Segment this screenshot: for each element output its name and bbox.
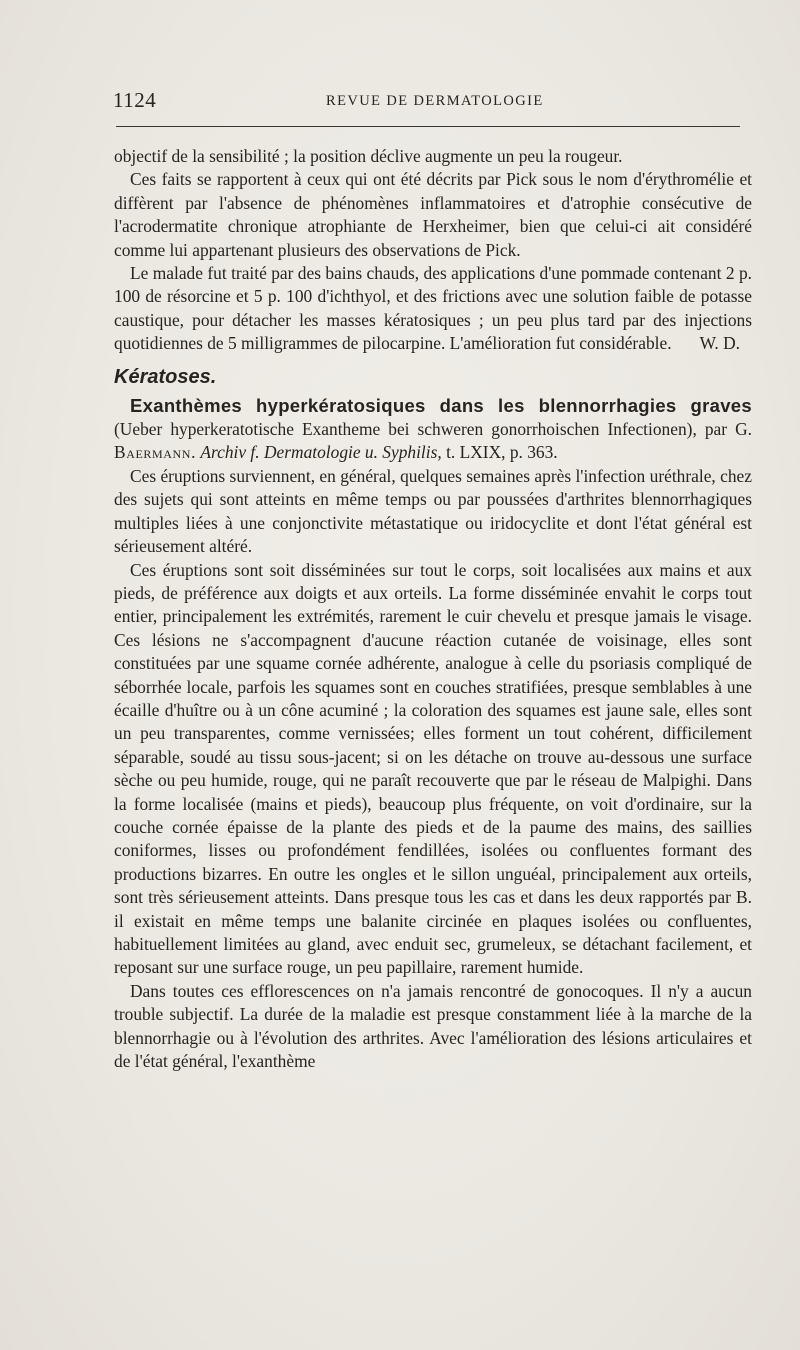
running-title: REVUE DE DERMATOLOGIE [326,93,544,109]
article-journal: Archiv f. Dermatologie u. Syphilis, [200,442,442,463]
article-author: Baermann. [114,442,197,463]
paragraph-2: Ces faits se rapportent à ceux qui ont été décrits par Pick sous le nom d'érythromélie et diffèrent par l'absence de phénomènes inflammatoires et d'atrophie consécutive de l'acrodermatite chronique atrophiante de Herxheimer, bien que celui-ci ait considéré comme lui appartenant plusieurs des observations de Pick. [114,169,752,260]
article-title: Exanthèmes hyperkératosiques dans les blennorrhagies graves [130,394,752,416]
article-reference: t. LXIX, p. 363. [446,442,558,463]
paragraph-5: Ces éruptions sont soit disséminées sur tout le corps, soit localisées aux mains et aux pieds, de préférence aux doigts et aux orteils. La forme disséminée envahit le corps tout entier, principalement les extrémités, rarement le cuir chevelu et presque jamais le visage. Ces lésions ne s'accompagnent d'aucune réaction cutanée de voisinage, elles sont constituées par une squame cornée adhérente, analogue à celle du psoriasis compliqué de séborrhée locale, parfois les squames sont en couches stratifiées, presque semblables à une écaille d'huître ou à un cône acuminé ; la coloration des squames est jaune sale, elles sont un peu transparentes, comme vernissées; elles forment un tout cohérent, difficilement séparable, soudé au tissu sous-jacent; si on les détache on trouve au-dessous une surface sèche ou peu humide, rouge, qui ne paraît recouverte que par le réseau de Malpighi. Dans la forme localisée (mains et pieds), beaucoup plus fréquente, on voit d'ordinaire, sur la couche cornée épaisse de la plante des pieds et de la paume des mains, des saillies coniformes, lisses ou profondément fendillées, isolées ou confluentes formant des productions bizarres. En outre les ongles et le sillon unguéal, principalement aux orteils, sont très sérieusement atteints. Dans presque tous les cas et dans les deux rapportés par B. il existait en même temps une balanite circinée en plaques isolées ou confluentes, habituellement limitées au gland, avec enduit sec, grumeleux, se détachant facilement, et reposant sur une surface rouge, un peu papillaire, rarement humide. [114,559,752,978]
paragraph-3-text: Le malade fut traité par des bains chauds, des applications d'une pommade contenant 2 p. 100 de résorcine et 5 p. 100 d'ichthyol, et des frictions avec une solution faible de potasse caustique, pour détacher les masses kératosiques ; un peu plus tard par des injections quotidiennes de 5 milligrammes de pilocarpine. L'amélioration fut considérable. [114,263,752,354]
article-original-title: (Ueber hyperkeratotische Exantheme bei schweren gonorrhoischen Infectionen), par G. [114,419,752,440]
page-number: 1124 [113,88,157,112]
section-heading: Kératoses. [114,365,217,388]
author-signature: W. D. [699,333,740,354]
page-header [113,88,743,118]
paragraph-4: Ces éruptions surviennent, en général, quelques semaines après l'infection uréthrale, chez des sujets qui sont atteints en même temps ou par poussées d'arthrites blennorrhagiques multiples liées à une conjonctivite métastatique ou iridocyclite et dont l'état général est sérieusement altéré. [114,465,752,557]
paragraph-1: objectif de la sensibilité ; la position déclive augmente un peu la rougeur. [114,146,623,166]
header-rule [116,126,740,127]
article-heading [114,394,752,465]
body-text [114,145,752,1073]
paragraph-3 [114,262,752,356]
paragraph-6: Dans toutes ces efflorescences on n'a jamais rencontré de gonocoques. Il n'y a aucun trouble subjectif. La durée de la maladie est presque constamment liée à la marche de la blennorrhagie ou à l'évolution des arthrites. Avec l'amélioration des lésions articulaires et de l'état général, l'exanthème [114,980,752,1072]
